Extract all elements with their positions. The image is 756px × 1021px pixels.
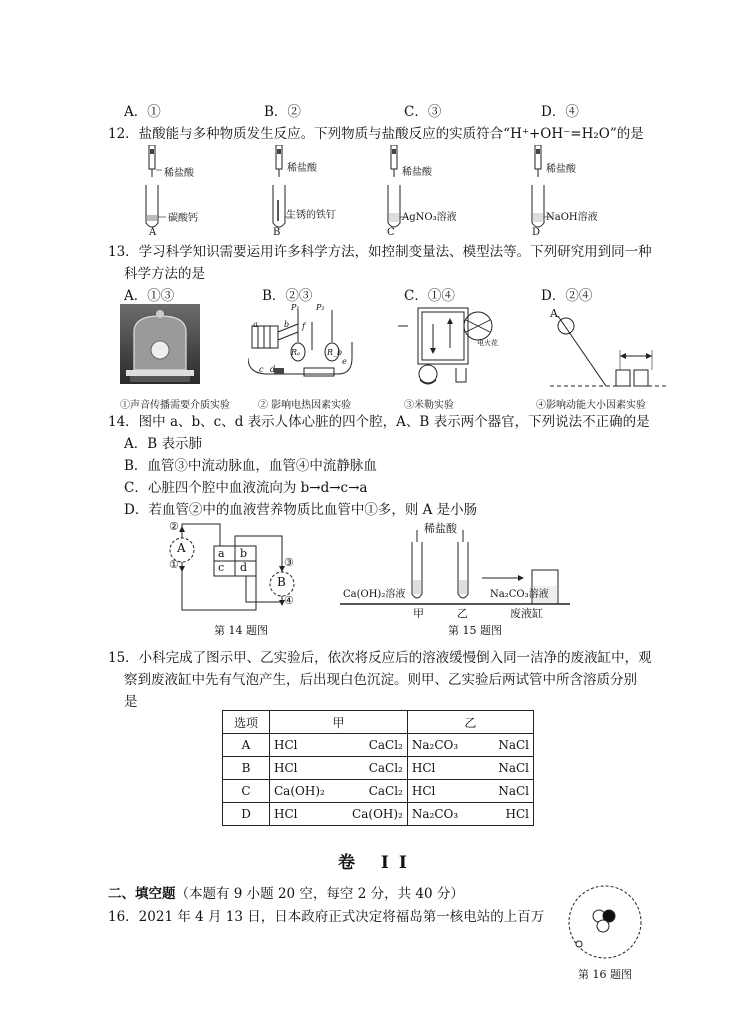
q14-vessel-3: ③ [284,556,294,569]
q14-chamber-c: c [218,561,225,574]
q13-fig2-d: d [270,365,276,374]
q15-answer-table [222,710,534,826]
q13-fig3-spark-label: 电火花 [477,339,498,347]
q12-letter-b: B [273,227,281,238]
q15-fig-waste: 废液缸 [510,607,543,620]
q12-letter-c: C [387,227,395,238]
q15-fig-caption: 第 15 题图 [448,624,502,637]
q13-option-d: D．②④ [541,288,593,304]
q15-question-line3: 是 [124,694,138,710]
q14-chamber-d: d [240,561,248,574]
q15-fig-acid-label: 稀盐酸 [424,522,457,535]
fill-section-header [108,882,464,902]
table-cell-yi-1: Na₂CO₃ [411,807,459,821]
q12-dropper-label-a: 稀盐酸 [164,168,194,179]
q16-figure-atom [565,882,645,962]
q12-dropper-label-c: 稀盐酸 [402,167,432,178]
table-cell-yi [407,780,533,803]
q13-fig4-ramp [540,304,670,389]
q15-fig-right-solution: Na₂CO₃溶液 [490,589,549,600]
q12-letter-a: A [149,227,157,238]
table-cell-option: A [223,734,270,757]
q13-fig2-b: b [284,320,290,329]
table-cell-jia-1: HCl [274,738,298,752]
q13-fig2-f: f [302,322,305,331]
table-row [223,734,534,757]
table-header-row [223,711,534,734]
q13-fig4-label-a: A [550,307,558,320]
q12-dropper-label-d: 稀盐酸 [546,164,576,175]
q14-option-c: C．心脏四个腔中血液流向为 b→d→c→a [124,480,368,496]
q13-fig2-rb: R_b [327,348,343,357]
table-cell-yi [407,734,533,757]
q14-fig-caption: 第 14 题图 [214,624,268,637]
q11-option-b: B．② [264,104,301,120]
q14-organ-a: A [177,541,186,555]
q13-option-a: A．①③ [124,288,175,304]
q12-tube-a [146,145,166,227]
q14-option-b: B．血管③中流动脉血，血管④中流静脉血 [124,458,377,474]
table-row [223,757,534,780]
q13-question-line2: 科学方法的是 [124,266,205,282]
table-cell-yi-1: HCl [411,761,436,775]
q14-vessel-4: ④ [284,594,294,607]
q16-question: 16．2021 年 4 月 13 日，日本政府正式决定将福岛第一核电站的上百万 [108,909,545,925]
q13-caption-1: ①声音传播需要介质实验 [120,400,230,411]
q14-vessel-1: ① [169,558,179,571]
q13-fig2-c: c [259,365,264,374]
table-cell-option: C [223,780,270,803]
table-cell-yi-2: NaCl [498,784,529,798]
q13-fig2-ra: Rₐ [291,348,301,357]
table-cell-jia [270,757,408,780]
q13-fig1-bell-jar [120,304,200,384]
table-row [223,780,534,803]
table-cell-jia [270,734,408,757]
table-cell-jia-2: CaCl₂ [368,784,403,798]
q14-chamber-a: a [218,547,225,560]
q12-tube-label-c: AgNO₃溶液 [402,212,457,223]
q13-fig2-p2: P₂ [316,303,325,312]
table-cell-yi-2: NaCl [498,761,529,775]
table-cell-yi-2: NaCl [498,738,529,752]
q15-question-line2: 察到废液缸中先有气泡产生，后出现白色沉淀。则甲、乙实验后两试管中所含溶质分别 [124,672,637,688]
table-cell-jia [270,780,408,803]
q13-caption-2: ② 影响电热因素实验 [258,400,352,411]
table-cell-jia-2: Ca(OH)₂ [352,807,403,821]
q14-option-a: A．B 表示肺 [124,436,202,452]
q13-option-b: B．②③ [262,288,313,304]
q11-option-c: C．③ [404,104,442,120]
q14-chamber-b: b [240,547,248,560]
q12-letter-d: D [532,227,541,238]
table-cell-jia [270,803,408,826]
table-cell-jia-1: HCl [274,761,298,775]
table-cell-jia-2: CaCl₂ [368,738,403,752]
table-cell-option: B [223,757,270,780]
table-cell-yi [407,803,533,826]
section-title: 卷 II [338,853,417,873]
q12-question: 12．盐酸能与多种物质发生反应。下列物质与盐酸反应的实质符合“H⁺+OH⁻=H₂O”的是 [108,126,644,142]
table-cell-yi-1: HCl [411,784,436,798]
table-row [223,803,534,826]
q15-fig-jia: 甲 [413,607,424,620]
fill-section-header-bold: 二、填空题 [108,886,176,902]
q13-option-c: C．①④ [404,288,455,304]
q15-fig-left-solution: Ca(OH)₂溶液 [343,589,406,600]
table-cell-yi [407,757,533,780]
q11-option-a: A．① [124,104,161,120]
q12-dropper-label-b: 稀盐酸 [287,163,317,174]
table-cell-option: D [223,803,270,826]
table-cell-jia-2: CaCl₂ [368,761,403,775]
q12-tube-label-a: 碳酸钙 [168,213,198,224]
q13-fig2-e: e [342,357,347,366]
table-cell-yi-1: Na₂CO₃ [411,738,459,752]
fill-section-header-rest: （本题有 9 小题 20 空，每空 2 分，共 40 分） [175,886,464,902]
q11-option-d: D．④ [541,104,579,120]
q14-option-d: D．若血管②中的血液营养物质比血管中①多，则 A 是小肠 [124,502,478,518]
q15-question-line1: 15．小科完成了图示甲、乙实验后，依次将反应后的溶液缓慢倒入同一洁净的废液缸中，观 [108,650,652,666]
q14-question: 14．图中 a、b、c、d 表示人体心脏的四个腔，A、B 表示两个器官，下列说法不正确的是 [108,414,650,430]
table-header-option: 选项 [223,711,270,734]
q16-fig-caption: 第 16 题图 [578,968,632,981]
q14-vessel-2: ② [169,520,179,533]
q13-caption-3: ③米勒实验 [404,400,454,411]
table-header-yi: 乙 [407,711,533,734]
table-cell-jia-1: HCl [274,807,298,821]
q14-organ-b: B [277,575,286,589]
q13-question-line1: 13．学习科学知识需要运用许多科学方法，如控制变量法、模型法等。下列研究用到同一种 [108,244,652,260]
q15-fig-yi: 乙 [457,607,468,620]
q13-fig2-p1: P₁ [291,303,300,312]
q13-fig2-circuit [248,302,358,382]
q12-tube-label-b: 生锈的铁钉 [286,210,336,221]
q13-fig2-a: a [253,320,258,329]
q13-caption-4: ④影响动能大小因素实验 [536,400,646,411]
q12-tube-label-d: NaOH溶液 [546,212,598,223]
table-header-jia: 甲 [270,711,408,734]
table-cell-jia-1: Ca(OH)₂ [274,784,325,798]
table-cell-yi-2: HCl [505,807,529,821]
